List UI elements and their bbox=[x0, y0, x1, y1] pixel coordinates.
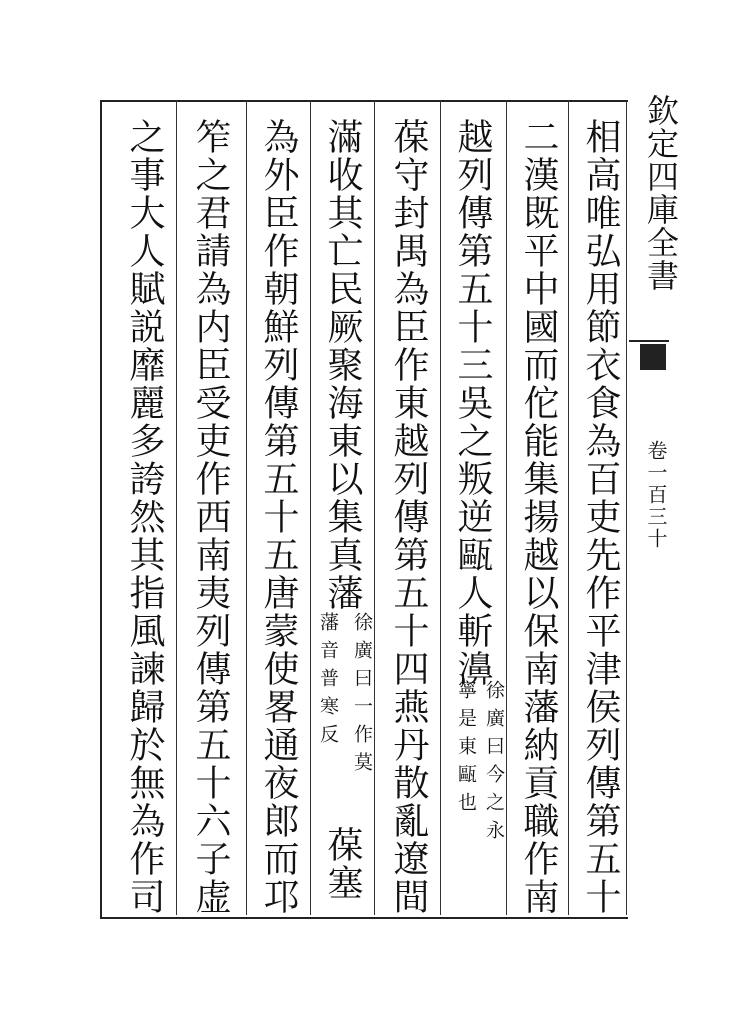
text-column-3: 越列傳第五十三吳之叛逆甌人斬濞 bbox=[452, 118, 493, 688]
text-column-7: 笮之君請為内臣受吏作西南夷列傳第五十六子虚 bbox=[190, 118, 231, 916]
juan-label: 卷一百三十 bbox=[644, 440, 668, 550]
text-column-6: 為外臣作朝鮮列傳第五十五唐蒙使畧通夜郎而邛 bbox=[258, 118, 299, 916]
annotation-col5-left: 藩音普寒反 bbox=[317, 612, 339, 752]
column-rule bbox=[568, 100, 569, 915]
text-column-8: 之事大人賦説靡麗多誇然其指風諫歸於無為作司 bbox=[124, 118, 165, 916]
column-rule bbox=[626, 100, 627, 915]
text-column-4: 葆守封禺為臣作東越列傳第五十四燕丹散亂遼間 bbox=[388, 118, 429, 916]
annotation-col5-right: 徐廣曰一作莫 bbox=[351, 612, 373, 780]
column-rule bbox=[176, 100, 177, 915]
edge-block-mark bbox=[640, 344, 666, 370]
edge-divider bbox=[629, 340, 669, 342]
column-rule bbox=[246, 100, 247, 915]
text-column-2: 二漢既平中國而佗能集揚越以保南藩納貢職作南 bbox=[518, 118, 559, 916]
column-rule bbox=[506, 100, 507, 915]
book-title: 欽定四庫全書 bbox=[642, 94, 680, 292]
annotation-col3-left: 寧是東甌也 bbox=[455, 680, 477, 820]
annotation-col3-right: 徐廣曰今之永 bbox=[483, 680, 505, 848]
text-column-1: 相高唯弘用節衣食為百吏先作平津侯列傳第五十 bbox=[580, 118, 621, 916]
text-column-5: 滿收其亡民厥聚海東以集真藩 bbox=[322, 118, 363, 612]
column-rule bbox=[310, 100, 311, 915]
text-column-5-tail: 葆塞 bbox=[322, 826, 363, 902]
column-rule bbox=[374, 100, 375, 915]
column-rule bbox=[440, 100, 441, 915]
